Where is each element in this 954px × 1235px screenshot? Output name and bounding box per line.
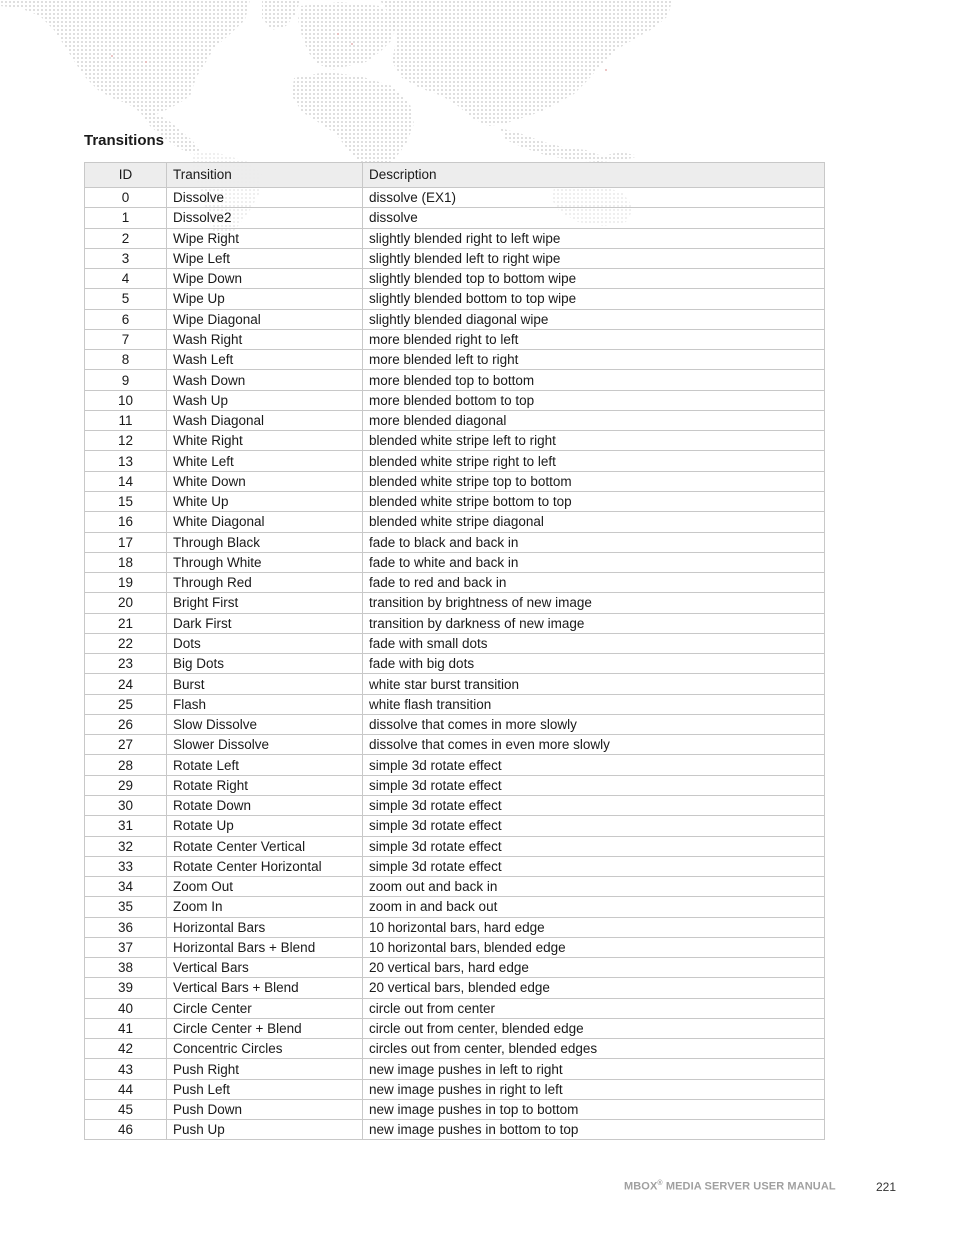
row-id: 44 [85,1079,167,1099]
row-transition: Horizontal Bars + Blend [167,937,363,957]
row-description: fade to black and back in [363,532,825,552]
footer-manual-prefix: MBOX [624,1180,658,1193]
row-id: 41 [85,1018,167,1038]
table-row [85,714,825,734]
row-transition: Push Up [167,1120,363,1140]
row-transition: Horizontal Bars [167,917,363,937]
table-row [85,755,825,775]
table-row [85,1018,825,1038]
row-description: zoom in and back out [363,897,825,917]
row-transition: Wash Up [167,390,363,410]
table-row [85,573,825,593]
table-row [85,431,825,451]
table-row [85,593,825,613]
row-id: 39 [85,978,167,998]
row-transition: Through Black [167,532,363,552]
row-id: 10 [85,390,167,410]
row-id: 43 [85,1059,167,1079]
row-description: transition by darkness of new image [363,613,825,633]
row-id: 29 [85,775,167,795]
table-row [85,410,825,430]
row-id: 46 [85,1120,167,1140]
table-row [85,390,825,410]
row-transition: Wipe Left [167,248,363,268]
row-description: white star burst transition [363,674,825,694]
table-row [85,917,825,937]
map-north-america [0,0,250,116]
map-southeast-asia [500,128,640,162]
row-description: fade to red and back in [363,573,825,593]
table-row [85,552,825,572]
row-description: more blended left to right [363,350,825,370]
row-transition: White Left [167,451,363,471]
row-transition: Rotate Up [167,816,363,836]
table-header [85,163,825,188]
row-description: blended white stripe left to right [363,431,825,451]
row-id: 28 [85,755,167,775]
row-description: blended white stripe diagonal [363,512,825,532]
map-greenland [262,0,300,30]
row-id: 19 [85,573,167,593]
header-transition: Transition [167,163,363,188]
row-id: 45 [85,1099,167,1119]
table-row [85,856,825,876]
row-transition: Slow Dissolve [167,714,363,734]
row-description: more blended diagonal [363,410,825,430]
row-transition: Circle Center + Blend [167,1018,363,1038]
row-transition: Zoom In [167,897,363,917]
table-row [85,289,825,309]
row-transition: Slower Dissolve [167,735,363,755]
table-row [85,1099,825,1119]
row-id: 5 [85,289,167,309]
row-description: simple 3d rotate effect [363,775,825,795]
map-africa [292,72,414,168]
row-id: 12 [85,431,167,451]
table-row [85,471,825,491]
row-id: 24 [85,674,167,694]
table-row [85,329,825,349]
table-row [85,269,825,289]
section-title: Transitions [84,132,165,149]
row-description: 10 horizontal bars, hard edge [363,917,825,937]
row-transition: Circle Center [167,998,363,1018]
row-id: 3 [85,248,167,268]
table-row [85,897,825,917]
row-transition: Dark First [167,613,363,633]
row-description: 10 horizontal bars, blended edge [363,937,825,957]
row-transition: Through Red [167,573,363,593]
row-transition: Dissolve2 [167,208,363,228]
row-description: simple 3d rotate effect [363,755,825,775]
table-row [85,451,825,471]
table-row [85,958,825,978]
table-row [85,633,825,653]
row-id: 9 [85,370,167,390]
row-description: blended white stripe right to left [363,451,825,471]
row-transition: Bright First [167,593,363,613]
row-transition: Wipe Down [167,269,363,289]
footer-manual-suffix: MEDIA SERVER USER MANUAL [662,1180,836,1193]
row-description: dissolve that comes in more slowly [363,714,825,734]
row-id: 8 [85,350,167,370]
row-id: 0 [85,188,167,208]
row-id: 11 [85,410,167,430]
row-description: white flash transition [363,694,825,714]
row-id: 14 [85,471,167,491]
row-id: 35 [85,897,167,917]
table-row [85,491,825,511]
row-description: slightly blended bottom to top wipe [363,289,825,309]
table-body [85,188,825,1140]
row-transition: Wash Diagonal [167,410,363,430]
row-transition: Rotate Center Horizontal [167,856,363,876]
row-id: 17 [85,532,167,552]
footer-manual-title [624,1180,836,1193]
table-row [85,795,825,815]
row-description: dissolve that comes in even more slowly [363,735,825,755]
row-id: 2 [85,228,167,248]
row-description: blended white stripe top to bottom [363,471,825,491]
table-row [85,512,825,532]
row-transition: White Down [167,471,363,491]
row-transition: Wipe Up [167,289,363,309]
row-description: circle out from center, blended edge [363,1018,825,1038]
row-transition: Through White [167,552,363,572]
table-row [85,208,825,228]
row-transition: Wipe Right [167,228,363,248]
row-transition: Rotate Right [167,775,363,795]
row-id: 40 [85,998,167,1018]
row-id: 30 [85,795,167,815]
row-transition: Wash Right [167,329,363,349]
row-id: 42 [85,1039,167,1059]
row-id: 32 [85,836,167,856]
table-row [85,775,825,795]
row-id: 7 [85,329,167,349]
row-transition: Rotate Left [167,755,363,775]
table-row [85,694,825,714]
row-transition: Push Right [167,1059,363,1079]
row-description: new image pushes in left to right [363,1059,825,1079]
row-description: 20 vertical bars, hard edge [363,958,825,978]
row-description: new image pushes in bottom to top [363,1120,825,1140]
row-description: simple 3d rotate effect [363,836,825,856]
row-transition: Wash Left [167,350,363,370]
row-description: slightly blended left to right wipe [363,248,825,268]
row-id: 23 [85,654,167,674]
row-transition: Rotate Center Vertical [167,836,363,856]
row-id: 27 [85,735,167,755]
table-row [85,350,825,370]
row-description: fade with big dots [363,654,825,674]
row-transition: White Right [167,431,363,451]
row-id: 16 [85,512,167,532]
table-row [85,998,825,1018]
header-id: ID [85,163,167,188]
row-description: blended white stripe bottom to top [363,491,825,511]
table-row [85,613,825,633]
table-row [85,937,825,957]
row-transition: Dissolve [167,188,363,208]
row-id: 1 [85,208,167,228]
table-row [85,836,825,856]
row-transition: Flash [167,694,363,714]
header-description: Description [363,163,825,188]
table-row [85,228,825,248]
row-description: circle out from center [363,998,825,1018]
row-id: 26 [85,714,167,734]
row-id: 15 [85,491,167,511]
row-id: 22 [85,633,167,653]
row-transition: Big Dots [167,654,363,674]
row-description: slightly blended top to bottom wipe [363,269,825,289]
row-id: 4 [85,269,167,289]
row-description: simple 3d rotate effect [363,795,825,815]
row-transition: Vertical Bars [167,958,363,978]
table-row [85,877,825,897]
row-description: 20 vertical bars, blended edge [363,978,825,998]
transitions-table [84,162,825,1140]
row-transition: Wipe Diagonal [167,309,363,329]
row-description: more blended bottom to top [363,390,825,410]
row-description: zoom out and back in [363,877,825,897]
row-description: simple 3d rotate effect [363,856,825,876]
row-id: 13 [85,451,167,471]
table-row [85,978,825,998]
table-row [85,654,825,674]
row-transition: White Up [167,491,363,511]
map-asia [380,0,672,126]
row-description: new image pushes in top to bottom [363,1099,825,1119]
row-transition: Dots [167,633,363,653]
table-row [85,248,825,268]
footer-page-number: 221 [876,1180,897,1194]
table-row [85,1059,825,1079]
table-row [85,1079,825,1099]
row-id: 18 [85,552,167,572]
table-row [85,532,825,552]
row-id: 20 [85,593,167,613]
table-row [85,370,825,390]
table-row [85,1039,825,1059]
row-id: 21 [85,613,167,633]
row-description: fade with small dots [363,633,825,653]
row-transition: Zoom Out [167,877,363,897]
row-transition: Rotate Down [167,795,363,815]
row-description: transition by brightness of new image [363,593,825,613]
row-id: 6 [85,309,167,329]
row-id: 38 [85,958,167,978]
row-description: circles out from center, blended edges [363,1039,825,1059]
row-transition: Vertical Bars + Blend [167,978,363,998]
table-row [85,816,825,836]
row-description: fade to white and back in [363,552,825,572]
row-id: 25 [85,694,167,714]
footer-manual-registered: ® [657,1180,663,1187]
row-description: dissolve (EX1) [363,188,825,208]
row-description: more blended right to left [363,329,825,349]
row-id: 33 [85,856,167,876]
row-description: new image pushes in right to left [363,1079,825,1099]
row-transition: Wash Down [167,370,363,390]
row-id: 36 [85,917,167,937]
table-row [85,1120,825,1140]
row-description: slightly blended diagonal wipe [363,309,825,329]
table-header-row [85,163,825,188]
map-europe [298,2,396,70]
row-transition: Push Left [167,1079,363,1099]
table-row [85,309,825,329]
row-description: dissolve [363,208,825,228]
table-row [85,188,825,208]
row-transition: Push Down [167,1099,363,1119]
table-row [85,735,825,755]
row-transition: White Diagonal [167,512,363,532]
row-description: simple 3d rotate effect [363,816,825,836]
row-id: 34 [85,877,167,897]
row-description: slightly blended right to left wipe [363,228,825,248]
table-row [85,674,825,694]
row-transition: Burst [167,674,363,694]
row-id: 37 [85,937,167,957]
row-description: more blended top to bottom [363,370,825,390]
row-transition: Concentric Circles [167,1039,363,1059]
row-id: 31 [85,816,167,836]
